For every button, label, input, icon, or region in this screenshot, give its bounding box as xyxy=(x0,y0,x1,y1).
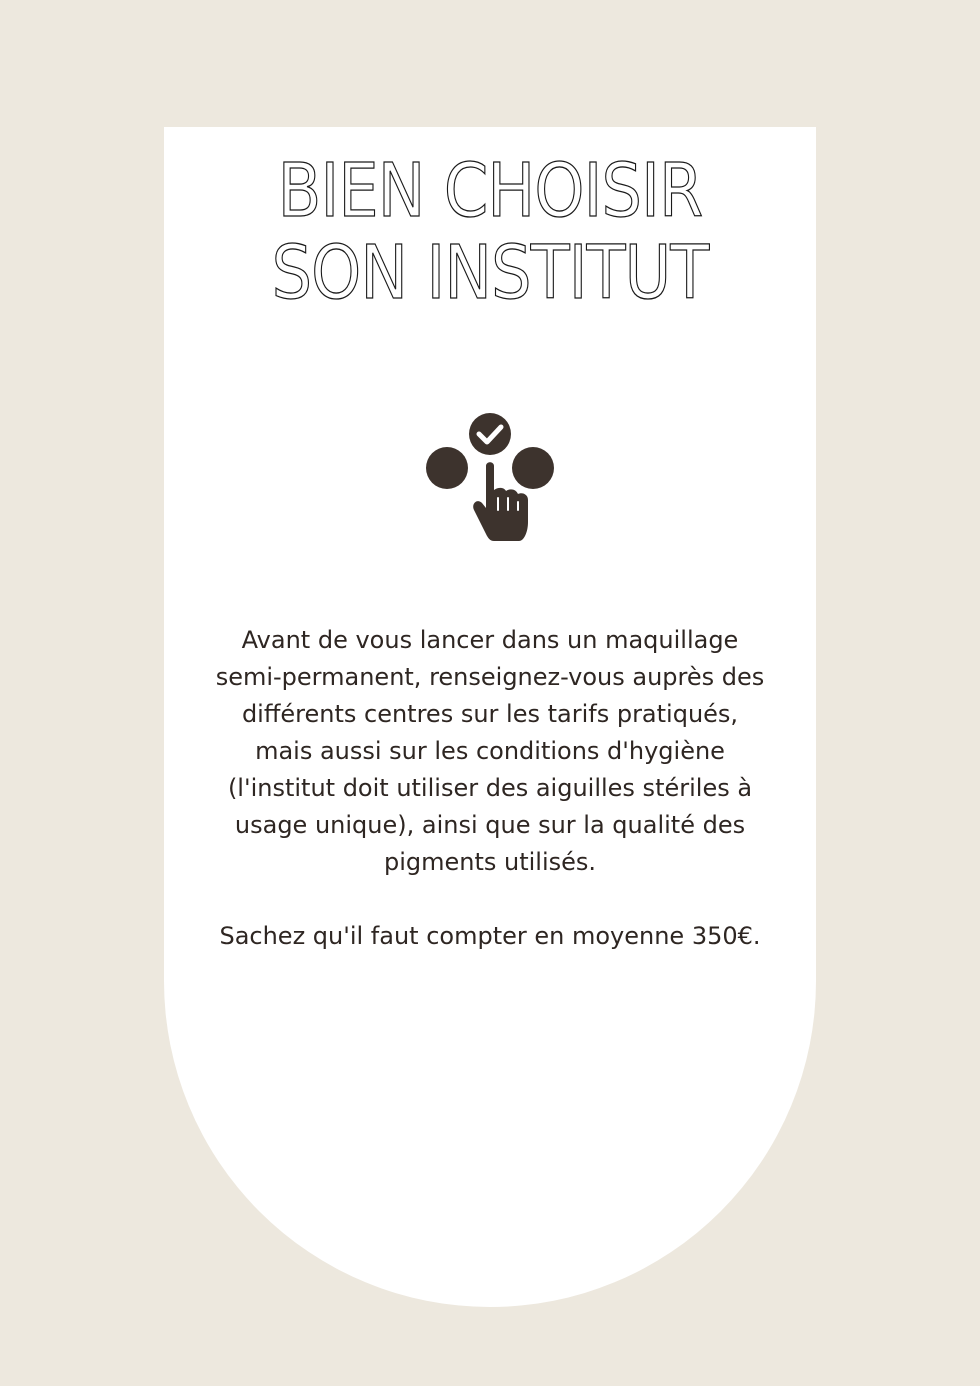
paragraph-info: Avant de vous lancer dans un maquillage semi-permanent, renseignez-vous auprès des différents centres sur les tarifs pratiqués, mais aussi sur les conditions d'hygiène (l'institut doit utiliser des aiguilles stériles à usage unique), ainsi que sur la qualité des pigments utilisés. xyxy=(215,626,765,876)
body-text xyxy=(214,622,766,955)
hand-pointer-choice-check-icon xyxy=(420,410,560,546)
title-line-1: BIEN CHOISIR xyxy=(277,148,703,234)
title-line-2: SON INSTITUT xyxy=(271,230,709,316)
paragraph-price: Sachez qu'il faut compter en moyenne 350€. xyxy=(219,922,761,950)
page-title xyxy=(69,150,912,314)
